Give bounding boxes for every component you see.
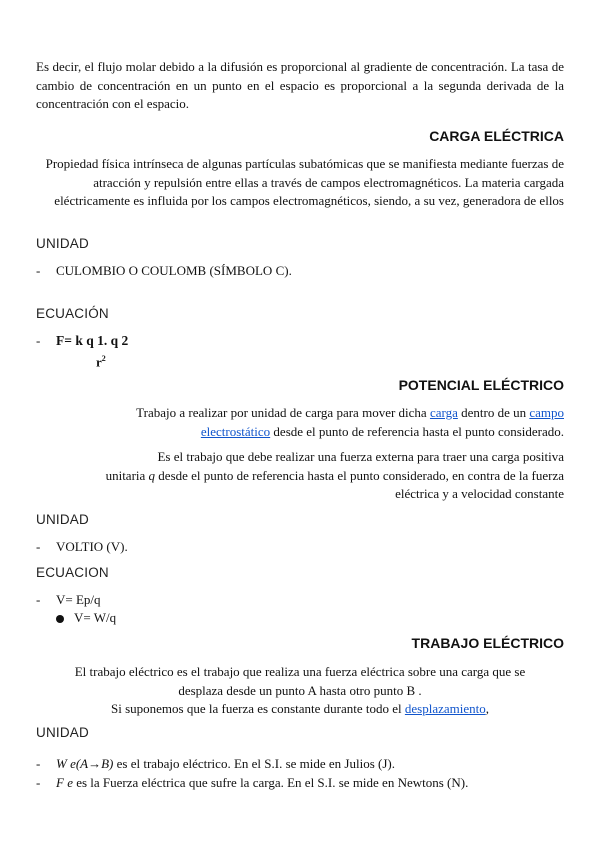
carga-unidad-label-block (36, 236, 564, 251)
denominator-base: r (96, 354, 102, 370)
dash-marker: - (36, 263, 41, 278)
carga-ecuacion-label-block (36, 306, 564, 321)
potencial-p1-text-middle: dentro de un (457, 405, 530, 420)
potencial-ecuacion-label: ECUACION (36, 565, 109, 580)
trabajo-item-2 (36, 774, 468, 792)
bullet-dot-icon (56, 615, 64, 623)
potencial-unidad-item (36, 538, 128, 556)
potencial-ecuacion-label-block (36, 565, 564, 580)
carga-heading: CARGA ELÉCTRICA (429, 128, 564, 144)
trabajo-item2-symbol: F e (56, 775, 73, 790)
potencial-p1-text-after: desde el punto de referencia hasta el punto considerado. (270, 423, 564, 439)
intro-text: Es decir, el flujo molar debido a la difusión es proporcional al gradiente de concentración. La tasa de cambio de concentración en un punto en el espacio es proporcional a la segunda derivada de la concentración con el espacio. (36, 59, 564, 111)
potencial-unidad-label: UNIDAD (36, 512, 89, 527)
potencial-unidad-value: VOLTIO (V). (56, 539, 128, 554)
carga-description: Propiedad física intrínseca de algunas partículas subatómicas que se manifiesta mediante fuerzas de atracción y repulsión entre ellas a través de campos electromagnéticos. La materia cargada eléctricamente es influida por los campos electromagnéticos, siendo, a su vez, generadora de ellos (45, 156, 564, 208)
carga-unidad-label: UNIDAD (36, 236, 89, 251)
carga-equation-denominator (96, 350, 106, 371)
trabajo-item1-symbol: W e(A→B) (56, 756, 114, 771)
trabajo-line2: desplaza desde un punto A hasta otro punto B . (178, 682, 422, 698)
potencial-p2-line2-after: desde el punto de referencia hasta el punto considerado, en contra de la fuerza (155, 467, 564, 483)
link-campo[interactable]: campo (529, 405, 564, 420)
potencial-paragraph-2 (36, 448, 564, 504)
trabajo-heading-block (36, 635, 564, 651)
potencial-unidad-label-block (36, 512, 564, 527)
trabajo-line1: El trabajo eléctrico es el trabajo que realiza una fuerza eléctrica sobre una carga que se (74, 664, 526, 679)
potencial-heading: POTENCIAL ELÉCTRICO (398, 377, 564, 393)
potencial-heading-block (36, 377, 564, 393)
trabajo-item-1 (36, 755, 395, 773)
carga-description-block (36, 155, 564, 211)
trabajo-unidad-label: UNIDAD (36, 725, 89, 740)
trabajo-paragraph (36, 663, 564, 719)
carga-unidad-item (36, 262, 292, 280)
trabajo-item1-text: es el trabajo eléctrico. En el S.I. se mide en Julios (J). (113, 756, 395, 771)
potencial-p2-line2-before: unitaria (105, 467, 149, 483)
potencial-p1-text-before: Trabajo a realizar por unidad de carga para mover dicha (136, 405, 430, 420)
dash-marker: - (36, 333, 41, 348)
carga-equation-numerator: F= k q 1. q 2 (56, 333, 129, 348)
potencial-equation-2-text: V= W/q (74, 610, 117, 625)
dash-marker: - (36, 756, 41, 771)
potencial-equation-1 (36, 591, 101, 609)
carga-heading-block (36, 128, 564, 144)
trabajo-line3-after: , (485, 701, 489, 716)
potencial-equation-2 (36, 609, 116, 627)
potencial-equation-1-text: V= Ep/q (56, 592, 101, 607)
dash-marker: - (36, 539, 41, 554)
potencial-p2-q-symbol: q (148, 467, 156, 483)
dash-marker: - (36, 592, 41, 607)
trabajo-line3-before: Si suponemos que la fuerza es constante durante todo el (111, 701, 405, 716)
link-desplazamiento[interactable]: desplazamiento (404, 701, 486, 716)
trabajo-unidad-label-block (36, 725, 564, 740)
carga-ecuacion-label: ECUACIÓN (36, 306, 109, 321)
link-electrostatico[interactable]: electrostático (200, 423, 271, 439)
potencial-p2-line3: eléctrica y a velocidad constante (395, 486, 564, 501)
potencial-paragraph-1 (36, 404, 564, 441)
carga-unidad-value: CULOMBIO O COULOMB (SÍMBOLO C). (56, 263, 292, 278)
trabajo-item2-text: es la Fuerza eléctrica que sufre la carga. En el S.I. se mide en Newtons (N). (72, 775, 469, 790)
carga-equation-item (36, 332, 128, 350)
link-carga[interactable]: carga (429, 405, 458, 420)
denominator-exponent: 2 (101, 354, 106, 363)
potencial-p2-line1: Es el trabajo que debe realizar una fuerza externa para traer una carga positiva (157, 449, 564, 464)
dash-marker: - (36, 775, 41, 790)
trabajo-heading: TRABAJO ELÉCTRICO (411, 635, 564, 651)
intro-paragraph (36, 58, 564, 114)
